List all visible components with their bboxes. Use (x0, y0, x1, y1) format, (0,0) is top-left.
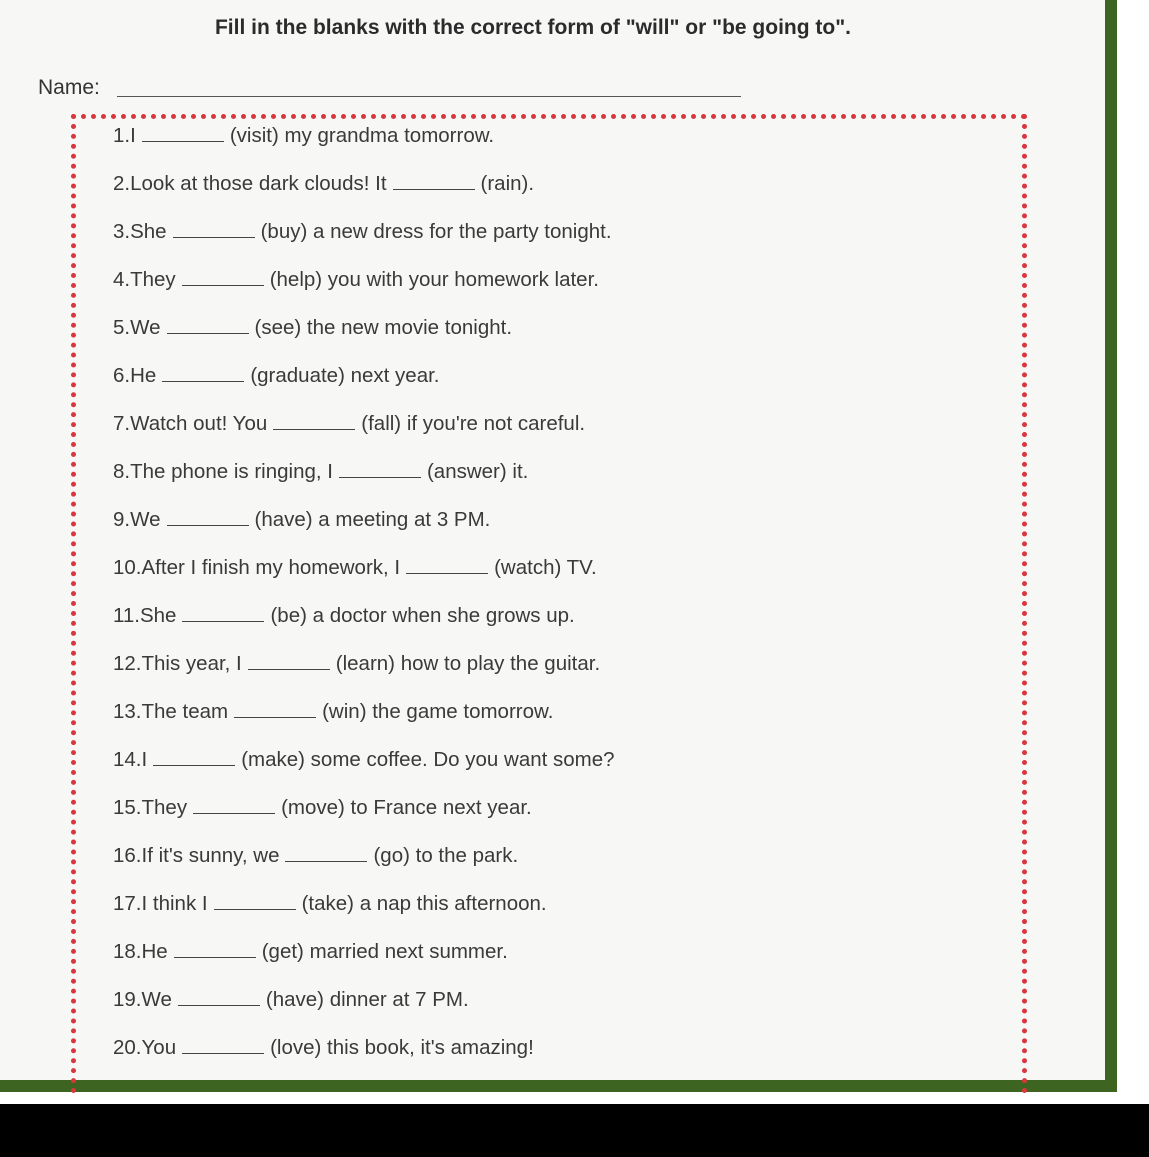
question-item (113, 988, 469, 1012)
question-text-after: (have) a meeting at 3 PM. (254, 508, 491, 531)
answer-blank[interactable] (174, 956, 256, 958)
question-text-before: He (130, 364, 157, 387)
question-item (113, 604, 575, 628)
question-text-before: Watch out! You (130, 412, 268, 435)
question-number: 14. (113, 748, 142, 771)
question-text-after: (see) the new movie tonight. (254, 316, 513, 339)
answer-blank[interactable] (142, 140, 224, 142)
question-text-after: (buy) a new dress for the party tonight. (260, 220, 612, 243)
question-text-after: (graduate) next year. (250, 364, 440, 387)
question-number: 9. (113, 508, 131, 531)
name-label: Name: (38, 76, 100, 99)
question-number: 10. (113, 556, 142, 579)
question-item (113, 412, 585, 436)
question-item (113, 652, 600, 676)
question-text-after: (go) to the park. (373, 844, 519, 867)
question-number: 11. (113, 604, 140, 627)
question-item (113, 508, 490, 532)
question-item (113, 940, 508, 964)
question-text-before: This year, I (141, 652, 242, 675)
question-number: 5. (113, 316, 131, 339)
question-item (113, 364, 440, 388)
question-number: 6. (113, 364, 131, 387)
question-item (113, 556, 597, 580)
question-text-before: We (130, 316, 161, 339)
question-text-before: After I finish my homework, I (141, 556, 401, 579)
question-text-before: She (130, 220, 167, 243)
question-item (113, 460, 528, 484)
answer-blank[interactable] (182, 620, 264, 622)
answer-blank[interactable] (178, 1004, 260, 1006)
question-item (113, 892, 547, 916)
question-number: 16. (113, 844, 142, 867)
question-number: 15. (113, 796, 142, 819)
question-text-after: (have) dinner at 7 PM. (265, 988, 469, 1011)
question-text-before: I (130, 124, 136, 147)
question-text-after: (take) a nap this afternoon. (301, 892, 547, 915)
answer-blank[interactable] (193, 812, 275, 814)
question-text-after: (fall) if you're not careful. (361, 412, 586, 435)
question-item (113, 1036, 534, 1060)
question-text-after: (love) this book, it's amazing! (270, 1036, 534, 1059)
question-text-before: We (130, 508, 161, 531)
answer-blank[interactable] (167, 332, 249, 334)
question-item (113, 748, 615, 772)
bottom-black-bar (0, 1104, 1149, 1157)
question-text-before: The phone is ringing, I (130, 460, 333, 483)
question-number: 3. (113, 220, 131, 243)
question-text-before: You (141, 1036, 177, 1059)
answer-blank[interactable] (339, 476, 421, 478)
question-text-after: (visit) my grandma tomorrow. (229, 124, 495, 147)
question-item (113, 316, 512, 340)
question-item (113, 172, 534, 196)
answer-blank[interactable] (162, 380, 244, 382)
question-text-after: (rain). (480, 172, 535, 195)
question-text-after: (be) a doctor when she grows up. (270, 604, 575, 627)
answer-blank[interactable] (182, 284, 264, 286)
question-number: 1. (113, 124, 131, 147)
question-text-before: I think I (141, 892, 208, 915)
question-item (113, 220, 612, 244)
question-text-before: If it's sunny, we (141, 844, 280, 867)
answer-blank[interactable] (153, 764, 235, 766)
question-item (113, 124, 494, 148)
question-text-after: (get) married next summer. (261, 940, 508, 963)
answer-blank[interactable] (285, 860, 367, 862)
answer-blank[interactable] (234, 716, 316, 718)
question-text-before: He (141, 940, 168, 963)
answer-blank[interactable] (167, 524, 249, 526)
question-text-before: They (130, 268, 176, 291)
question-text-after: (watch) TV. (494, 556, 597, 579)
answer-blank[interactable] (214, 908, 296, 910)
worksheet-title: Fill in the blanks with the correct form of "will" or "be going to". (214, 16, 852, 39)
question-text-before: They (141, 796, 188, 819)
question-number: 18. (113, 940, 142, 963)
question-number: 7. (113, 412, 131, 435)
question-number: 8. (113, 460, 131, 483)
question-number: 2. (113, 172, 131, 195)
answer-blank[interactable] (273, 428, 355, 430)
question-text-after: (move) to France next year. (281, 796, 532, 819)
answer-blank[interactable] (182, 1052, 264, 1054)
question-text-after: (answer) it. (426, 460, 529, 483)
question-text-before: She (139, 604, 177, 627)
question-text-after: (win) the game tomorrow. (322, 700, 554, 723)
question-text-before: The team (141, 700, 229, 723)
question-item (113, 796, 532, 820)
question-text-after: (make) some coffee. Do you want some? (241, 748, 615, 771)
question-number: 4. (113, 268, 131, 291)
question-number: 12. (113, 652, 142, 675)
question-number: 17. (113, 892, 142, 915)
question-item (113, 700, 553, 724)
question-text-before: I (141, 748, 148, 771)
name-field[interactable] (117, 96, 741, 97)
question-number: 13. (113, 700, 142, 723)
question-number: 19. (113, 988, 142, 1011)
answer-blank[interactable] (173, 236, 255, 238)
question-text-after: (help) you with your homework later. (269, 268, 599, 291)
answer-blank[interactable] (406, 572, 488, 574)
question-text-after: (learn) how to play the guitar. (335, 652, 601, 675)
question-item (113, 268, 599, 292)
answer-blank[interactable] (248, 668, 330, 670)
question-text-before: We (141, 988, 172, 1011)
question-item (113, 844, 518, 868)
question-text-before: Look at those dark clouds! It (130, 172, 387, 195)
answer-blank[interactable] (393, 188, 475, 190)
question-number: 20. (113, 1036, 142, 1059)
